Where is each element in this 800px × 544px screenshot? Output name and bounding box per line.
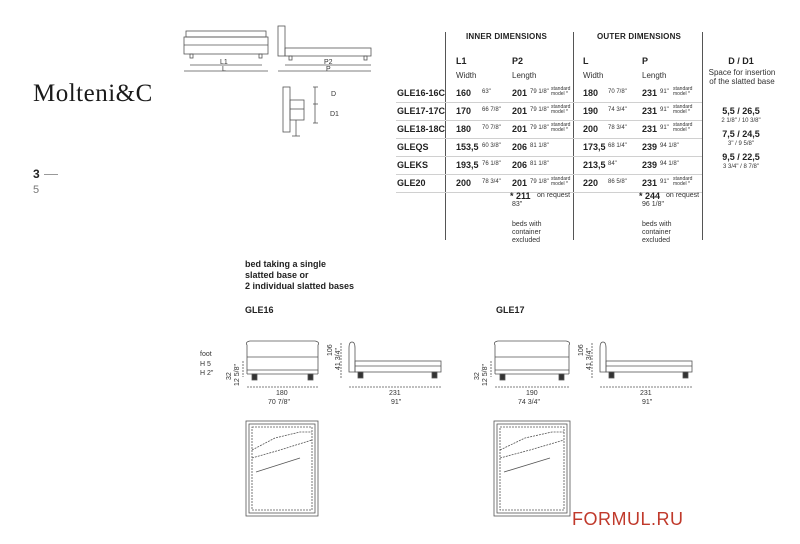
row-l1-inch: 70 7/8" (482, 125, 501, 131)
label-l1: L1 (220, 59, 228, 66)
row-p: 231 (642, 124, 658, 134)
col-l1: L1 (456, 56, 467, 66)
model-name-gle17: GLE17 (496, 305, 525, 315)
row-l1-inch: 63" (482, 89, 491, 95)
col-l1-sub: Width (456, 71, 477, 80)
gle17-height-cm: 106 (578, 344, 585, 356)
row-code: GLEQS (397, 142, 429, 152)
row-p: 239 (642, 160, 658, 170)
row-code: GLE18-18C (397, 124, 446, 134)
col-p-sub: Length (642, 71, 667, 80)
col-dd-sub: Space for insertion of the slatted base (708, 68, 776, 86)
label-p2: P2 (324, 59, 333, 66)
col-dd: D / D1 (728, 56, 754, 66)
row-p-standard: standard model * (673, 176, 693, 187)
col-p2: P2 (512, 56, 524, 66)
row-separator (396, 120, 702, 121)
inner-on-request-value: * 211 (510, 191, 531, 201)
row-code: GLE17-17C (397, 106, 446, 116)
foot-h2: H 2" (200, 370, 214, 377)
dd-sub-3: 3 3/4" / 8 7/8" (723, 164, 759, 170)
row-p2: 201 (512, 178, 528, 188)
caption-line-2: slatted base or (245, 270, 309, 280)
row-l: 213,5 (583, 160, 606, 170)
outer-on-request-inch: 96 1/8" (642, 201, 664, 208)
gle16-length-in: 91" (391, 399, 402, 406)
row-p: 231 (642, 88, 658, 98)
row-p2-standard: standard model * (551, 122, 571, 133)
gle17-length-in: 91" (642, 399, 653, 406)
row-p-inch: 91" (660, 125, 669, 131)
row-p-inch: 94 1/8" (660, 161, 679, 167)
row-p2: 201 (512, 124, 528, 134)
label-d1: D1 (330, 111, 339, 118)
table-divider-right (702, 32, 703, 240)
dd-value-2: 7,5 / 24,5 (722, 129, 760, 139)
row-l1-inch: 66 7/8" (482, 107, 501, 113)
row-separator (396, 156, 702, 157)
row-l-inch: 70 7/8" (608, 89, 627, 95)
row-code: GLE20 (397, 178, 426, 188)
gle16-height-in: 41 3/4" (335, 348, 342, 370)
inner-dimensions-header: INNER DIMENSIONS (466, 32, 547, 41)
row-l: 180 (583, 88, 599, 98)
row-l1: 200 (456, 178, 472, 188)
row-l-inch: 74 3/4" (608, 107, 627, 113)
row-p2-inch: 79 1/8" (530, 89, 549, 95)
row-p2-standard: standard model * (551, 104, 571, 115)
row-l-inch: 78 3/4" (608, 125, 627, 131)
row-p-inch: 94 1/8" (660, 143, 679, 149)
caption-line-1: bed taking a single (245, 259, 327, 269)
gle17-width-in: 74 3/4" (518, 399, 540, 406)
row-l1-inch: 60 3/8" (482, 143, 501, 149)
dd-value-3: 9,5 / 22,5 (722, 152, 760, 162)
row-p2-inch: 81 1/8" (530, 143, 549, 149)
row-p-inch: 91" (660, 179, 669, 185)
row-p-standard: standard model * (673, 122, 693, 133)
row-l1: 193,5 (456, 160, 479, 170)
label-d: D (331, 91, 337, 98)
col-p2-sub: Length (512, 71, 537, 80)
page-divider (44, 174, 58, 175)
row-p2-inch: 79 1/8" (530, 179, 549, 185)
row-p: 239 (642, 142, 658, 152)
brand-logo: Molteni&C (33, 80, 153, 107)
col-l: L (583, 56, 589, 66)
row-l: 190 (583, 106, 599, 116)
page-total: 5 (33, 184, 40, 196)
row-l: 200 (583, 124, 599, 134)
foot-h1: H 5 (200, 361, 211, 368)
row-l1: 153,5 (456, 142, 479, 152)
row-l-inch: 84" (608, 161, 617, 167)
inner-on-request-inch: 83" (512, 201, 523, 208)
row-l: 173,5 (583, 142, 606, 152)
gle16-h-cm: 32 (226, 372, 233, 380)
row-l: 220 (583, 178, 599, 188)
row-l1-inch: 76 1/8" (482, 161, 501, 167)
outer-containers-note: beds with container excluded (642, 221, 672, 244)
row-p2-standard: standard model * (551, 86, 571, 97)
gle17-width-cm: 190 (526, 390, 538, 397)
gle17-height-in: 41 3/4" (586, 348, 593, 370)
gle16-height-cm: 106 (327, 344, 334, 356)
table-divider-left (445, 32, 446, 240)
row-p2-inch: 79 1/8" (530, 125, 549, 131)
gle17-h-in: 12 5/8" (482, 364, 489, 386)
row-p2: 201 (512, 106, 528, 116)
row-p-inch: 91" (660, 107, 669, 113)
caption-line-3: 2 individual slatted bases (245, 281, 355, 291)
col-p: P (642, 56, 649, 66)
row-p-standard: standard model * (673, 86, 693, 97)
table-divider-mid (573, 32, 574, 240)
row-l1-inch: 78 3/4" (482, 179, 501, 185)
row-l1: 180 (456, 124, 472, 134)
row-p2: 201 (512, 88, 528, 98)
row-separator (396, 138, 702, 139)
row-p: 231 (642, 178, 658, 188)
dd-sub-1: 2 1/8" / 10 3/8" (721, 118, 761, 124)
row-separator (396, 174, 702, 175)
row-p2-standard: standard model * (551, 176, 571, 187)
row-code: GLEKS (397, 160, 429, 170)
row-p-standard: standard model * (673, 104, 693, 115)
outer-on-request-value: * 244 (639, 191, 661, 201)
row-code: GLE16-16C (397, 88, 446, 98)
row-p: 231 (642, 106, 658, 116)
row-l1: 170 (456, 106, 472, 116)
dd-sub-2: 3" / 9 5/8" (728, 141, 754, 147)
inner-containers-note: beds with container excluded (512, 221, 542, 244)
gle16-h-in: 12 5/8" (234, 364, 241, 386)
page-current: 3 (33, 167, 40, 181)
row-p2: 206 (512, 160, 528, 170)
label-p: P (326, 66, 331, 73)
label-l: L (222, 66, 226, 73)
row-l-inch: 86 5/8" (608, 179, 627, 185)
outer-on-request-note: on request (666, 192, 700, 199)
outer-dimensions-header: OUTER DIMENSIONS (597, 32, 682, 41)
gle17-length-cm: 231 (640, 390, 652, 397)
row-p2-inch: 79 1/8" (530, 107, 549, 113)
row-separator (396, 102, 702, 103)
gle17-h-cm: 32 (474, 372, 481, 380)
row-l-inch: 68 1/4" (608, 143, 627, 149)
gle16-width-cm: 180 (276, 390, 288, 397)
dd-value-1: 5,5 / 26,5 (722, 106, 760, 116)
row-p2: 206 (512, 142, 528, 152)
inner-on-request-note: on request (537, 192, 571, 199)
row-p-inch: 91" (660, 89, 669, 95)
model-name-gle16: GLE16 (245, 305, 274, 315)
row-p2-inch: 81 1/8" (530, 161, 549, 167)
gle16-length-cm: 231 (389, 390, 401, 397)
row-l1: 160 (456, 88, 472, 98)
gle16-width-in: 70 7/8" (268, 399, 290, 406)
foot-label: foot (200, 351, 212, 358)
col-l-sub: Width (583, 71, 604, 80)
watermark-formul: FORMUL.RU (572, 509, 684, 529)
